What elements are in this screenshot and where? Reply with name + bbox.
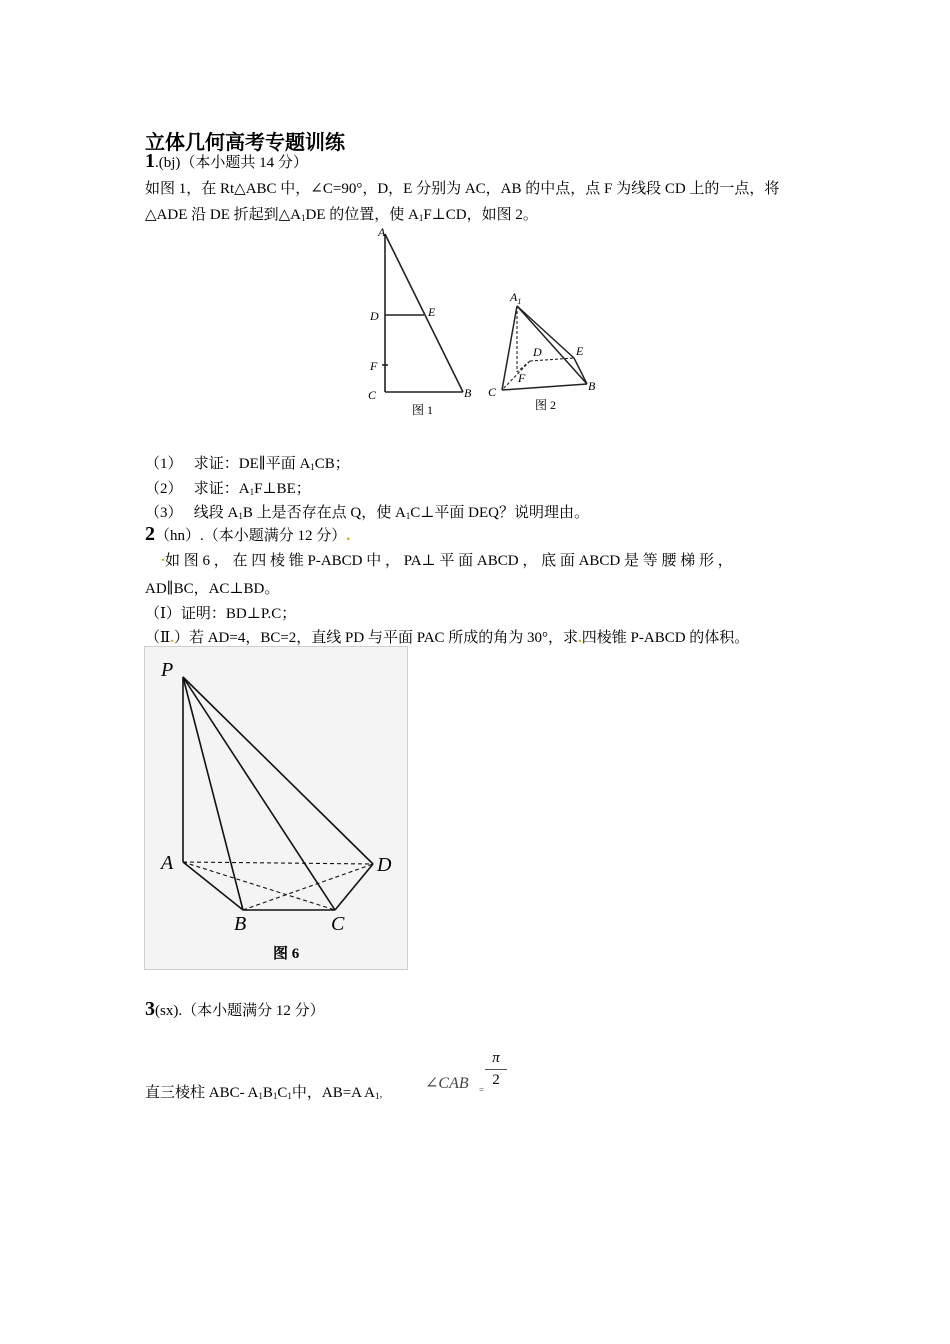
fraction-pi-over-2: [485, 1050, 507, 1089]
sub: 1: [300, 213, 306, 223]
sub: 1: [374, 1091, 380, 1101]
sub: 1: [238, 511, 243, 521]
q3-line-e: ，: [379, 1089, 389, 1099]
fig6-label-c: C: [331, 913, 345, 935]
q2-part2-a: （Ⅱ: [145, 630, 171, 646]
q1-part3-a: 线段 A: [193, 505, 239, 521]
q2-head: （hn）.（本小题满分 12 分）: [155, 528, 347, 544]
fig6-label-b: B: [234, 913, 247, 935]
equals-sign: =: [479, 1085, 485, 1095]
q1-line2-c: F⊥CD，如图 2。: [423, 207, 538, 223]
figure-6: [145, 647, 407, 969]
q1-heading: [145, 150, 308, 173]
fraction-numerator: π: [492, 1050, 500, 1066]
q1-number: 1: [145, 150, 155, 172]
sub: 1: [249, 487, 255, 497]
fig1-caption: 图 1: [412, 403, 434, 417]
fig1-label-e: E: [428, 305, 436, 319]
sub: 1: [258, 1091, 263, 1101]
sub: 1: [418, 213, 424, 223]
q3-head: (sx).（本小题满分 12 分）: [155, 1003, 325, 1019]
fig1-label-d: D: [370, 309, 379, 323]
fig1-label-c: C: [368, 388, 377, 402]
fig1-triangle: [382, 234, 463, 392]
q2-heading: [145, 523, 350, 546]
fig1-label-a: A: [378, 225, 386, 239]
q3-line: [145, 1081, 388, 1102]
fraction-bar: [485, 1069, 507, 1070]
q1-part3-label: （3）: [145, 505, 183, 521]
q2-part2: [145, 626, 749, 647]
fig2-label-a1: $A_1$: [510, 290, 522, 306]
q1-line1: 如图 1，在 Rt△ABC 中，∠C=90°，D，E 分别为 AC，AB 的中点，点 F 为线段 CD 上的一点，将: [145, 181, 780, 197]
q1-part1-label: （1）: [145, 456, 183, 472]
fig2-label-e: E: [576, 344, 584, 358]
q1-part2-label: （2）: [145, 481, 183, 497]
fig6-hidden-edges: [183, 862, 373, 910]
q3-number: 3: [145, 998, 155, 1020]
fig6-label-a: A: [161, 852, 174, 874]
fig2-label-f: F: [518, 371, 526, 385]
fig6-solid-edges: [183, 677, 373, 910]
fig2-label-b: B: [588, 379, 596, 393]
q1-part2-a: 求证：A: [193, 481, 250, 497]
sub: 1: [272, 1091, 278, 1101]
fig2-label-c: C: [488, 385, 497, 399]
fig6-caption: 图 6: [273, 946, 300, 962]
q3-line-b: B: [262, 1085, 273, 1101]
q1-part2-b: F⊥BE；: [254, 481, 311, 497]
figure-6-frame: [144, 646, 408, 970]
q2-line2: AD∥BC，AC⊥BD。: [145, 581, 280, 597]
q1-part3-c: C⊥平面 DEQ？说明理由。: [410, 505, 589, 521]
marker-dot: .: [170, 630, 174, 646]
q3-heading: [145, 998, 325, 1021]
fig6-label-d: D: [377, 854, 392, 876]
q1-part3: [145, 501, 589, 522]
q2-line1: 如 图 6 ， 在 四 棱 锥 P-ABCD 中 ， PA⊥ 平 面 ABCD ， 底 面 ABCD 是 等 腰 梯 形 ，: [165, 553, 733, 569]
marker-dot: .: [578, 630, 582, 646]
q2-part1: （Ⅰ）证明：BD⊥P.C；: [145, 606, 297, 622]
fig2-caption: 图 2: [535, 398, 557, 412]
q1-head: .(bj)（本小题共 14 分）: [155, 155, 308, 171]
marker-dot: .: [346, 527, 351, 544]
angle-cab: ∠CAB: [425, 1075, 469, 1092]
q1-line2: [145, 203, 538, 224]
q2-part2-b: ）若 AD=4，BC=2，直线 PD 与平面 PAC 所成的角为 30°，求: [173, 630, 579, 646]
marker-dot: .: [161, 549, 165, 565]
q1-part1: [145, 452, 350, 473]
q1-part1-a: 求证：DE∥平面 A: [193, 456, 311, 472]
fig1-label-b: B: [464, 386, 472, 400]
fig1-label-f: F: [370, 359, 378, 373]
figure-1-2: [360, 222, 610, 427]
q3-line-a: 直三棱柱 ABC- A: [145, 1085, 259, 1101]
q1-part2: [145, 477, 311, 498]
fraction-denominator: 2: [492, 1072, 500, 1088]
q1-part1-b: CB；: [314, 456, 350, 472]
sub: 1: [405, 511, 411, 521]
q1-part3-b: B 上是否存在点 Q，使 A: [242, 505, 406, 521]
q1-line2-a: △ADE 沿 DE 折起到△A: [145, 207, 301, 223]
sub: 1: [310, 462, 315, 472]
sub: 1: [287, 1091, 292, 1101]
q2-part2-c: 四棱锥 P-ABCD 的体积。: [581, 630, 750, 646]
q2-number: 2: [145, 523, 155, 545]
q1-line2-b: DE 的位置，使 A: [305, 207, 419, 223]
page-title: 立体几何高考专题训练: [145, 130, 345, 154]
q3-line-d: 中，AB=A A: [291, 1085, 375, 1101]
fig6-label-p: P: [161, 659, 174, 681]
q3-line-c: C: [277, 1085, 288, 1101]
q2-line1-wrap: [161, 549, 815, 570]
fig2-label-d: D: [533, 345, 542, 359]
